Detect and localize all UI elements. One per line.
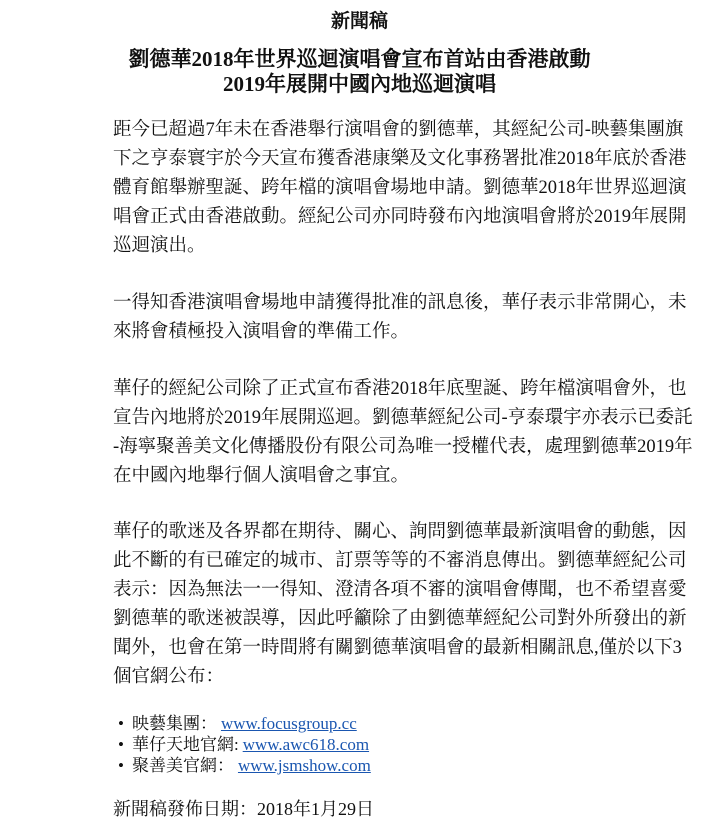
- site-label: 聚善美官網：: [131, 756, 234, 775]
- site-label: 映藝集團：: [131, 714, 217, 733]
- list-item: [118, 755, 371, 776]
- text-line: -海寧聚善美文化傳播股份有限公司為唯一授權代表，處理劉德華2019年: [113, 437, 693, 457]
- list-item: [118, 713, 371, 734]
- paragraph-1: [113, 116, 687, 261]
- text-line: 來將會積極投入演唱會的準備工作。: [113, 322, 410, 342]
- headline-line: 2019年展開中國內地巡迴演唱: [223, 72, 496, 96]
- headline-line: 劉德華2018年世界巡迴演唱會宣布首站由香港啟動: [128, 47, 591, 71]
- text-line: 體育館舉辦聖誕、跨年檔的演唱會場地申請。劉德華2018年世界巡迴演: [113, 178, 687, 198]
- jsmshow-link[interactable]: www.jsmshow.com: [237, 756, 371, 775]
- text-line: 距今已超過7年未在香港舉行演唱會的劉德華，其經紀公司-映藝集團旗: [113, 120, 684, 140]
- text-line: 此不斷的有已確定的城市、訂票等等的不審消息傳出。劉德華經紀公司: [113, 551, 687, 571]
- text-line: 在中國內地舉行個人演唱會之事宜。: [113, 466, 410, 486]
- text-line: 表示：因為無法一一得知、澄清各項不審的演唱會傳聞，也不希望喜愛: [113, 580, 687, 600]
- text-line: 宣告內地將於2019年展開巡迴。劉德華經紀公司-亨泰環宇亦表示已委託: [113, 408, 693, 428]
- text-line: 巡迴演出。: [113, 236, 206, 256]
- list-item: [118, 734, 371, 755]
- paragraph-2: [113, 289, 687, 347]
- headline: [0, 47, 719, 97]
- text-line: 一得知香港演唱會場地申請獲得批准的訊息後，華仔表示非常開心，未: [113, 293, 687, 313]
- release-date: 新聞稿發佈日期：2018年1月29日: [113, 799, 374, 819]
- text-line: 聞外，也會在第一時間將有關劉德華演唱會的最新相關訊息,僅於以下3: [113, 638, 682, 658]
- text-line: 劉德華的歌迷被誤導，因此呼籲除了由劉德華經紀公司對外所發出的新: [113, 609, 687, 629]
- paragraph-4: [113, 518, 687, 692]
- document-title: 新聞稿: [330, 11, 388, 32]
- focusgroup-link[interactable]: www.focusgroup.cc: [220, 714, 357, 733]
- text-line: 下之亨泰寰宇於今天宣布獲香港康樂及文化事務署批准2018年底於香港: [113, 149, 687, 169]
- text-line: 華仔的經紀公司除了正式宣布香港2018年底聖誕、跨年檔演唱會外，也: [113, 379, 687, 399]
- text-line: 華仔的歌迷及各界都在期待、關心、詢問劉德華最新演唱會的動態，因: [113, 522, 687, 542]
- site-label: 華仔天地官網:: [131, 735, 239, 754]
- awc618-link[interactable]: www.awc618.com: [242, 735, 370, 754]
- paragraph-3: [113, 375, 693, 491]
- text-line: 唱會正式由香港啟動。經紀公司亦同時發布內地演唱會將於2019年展開: [113, 207, 687, 227]
- official-sites-list: [118, 713, 371, 776]
- text-line: 個官網公布：: [113, 667, 225, 687]
